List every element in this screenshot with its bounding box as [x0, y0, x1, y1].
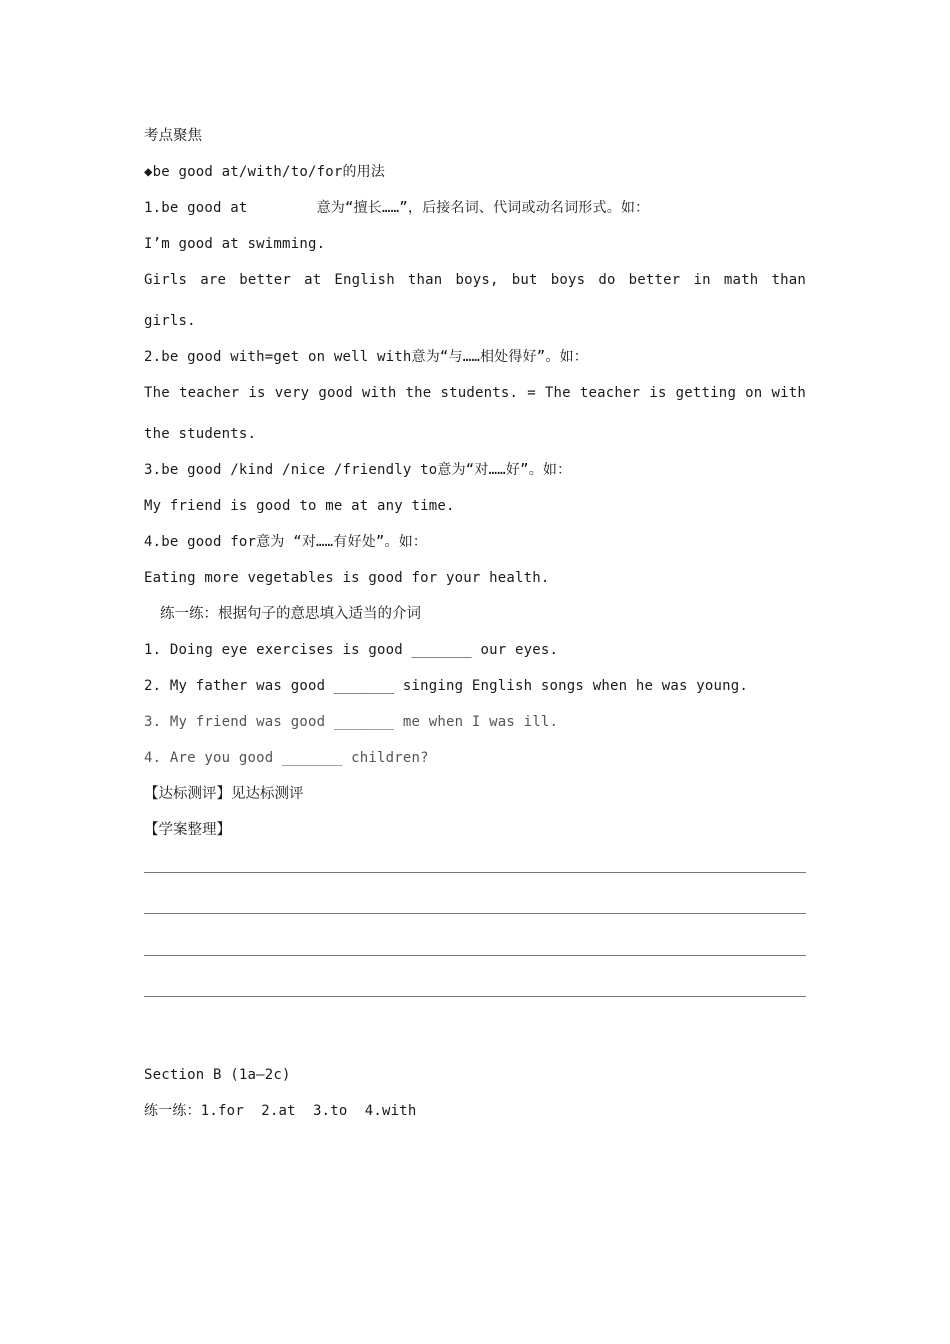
notes-line — [144, 996, 806, 997]
section-label: Section B (1a—2c) — [144, 1067, 291, 1083]
notes-line — [144, 913, 806, 914]
example-sentence: The teacher is very good with the students. = The teacher is getting on with — [144, 385, 806, 401]
example-sentence: Eating more vegetables is good for your health. — [144, 570, 550, 586]
notes-label: 【学案整理】 — [144, 822, 231, 838]
exercise-item-1: 1. Doing eye exercises is good _______ our eyes. — [144, 642, 559, 658]
exercise-title: 练一练：根据句子的意思填入适当的介词 — [160, 606, 421, 622]
example-sentence: I’m good at swimming. — [144, 236, 326, 252]
example-sentence: My friend is good to me at any time. — [144, 498, 455, 514]
answer-key: 练一练：1.for 2.at 3.to 4.with — [144, 1103, 417, 1119]
usage-title: ◆be good at/with/to/for的用法 — [144, 164, 386, 180]
example-sentence: Girls are better at English than boys, but boys do better in math than — [144, 272, 806, 288]
usage-item-1: 1.be good at 意为“擅长……”，后接名词、代词或动名词形式。如： — [144, 200, 650, 216]
usage-item-4: 4.be good for意为 “对……有好处”。如： — [144, 534, 428, 550]
exercise-item-2: 2. My father was good _______ singing English songs when he was young. — [144, 678, 749, 694]
usage-item-3: 3.be good /kind /nice /friendly to意为“对……好”。如： — [144, 462, 572, 478]
test-label: 【达标测评】见达标测评 — [144, 786, 304, 802]
example-sentence-cont: girls. — [144, 313, 196, 329]
notes-line — [144, 955, 806, 956]
section-heading: 考点聚焦 — [144, 128, 202, 144]
notes-line — [144, 872, 806, 873]
exercise-item-3: 3. My friend was good _______ me when I was ill. — [144, 714, 559, 730]
usage-item-2: 2.be good with=get on well with意为“与……相处得好”。如： — [144, 349, 589, 365]
exercise-item-4: 4. Are you good _______ children? — [144, 750, 429, 766]
example-sentence-cont: the students. — [144, 426, 257, 442]
